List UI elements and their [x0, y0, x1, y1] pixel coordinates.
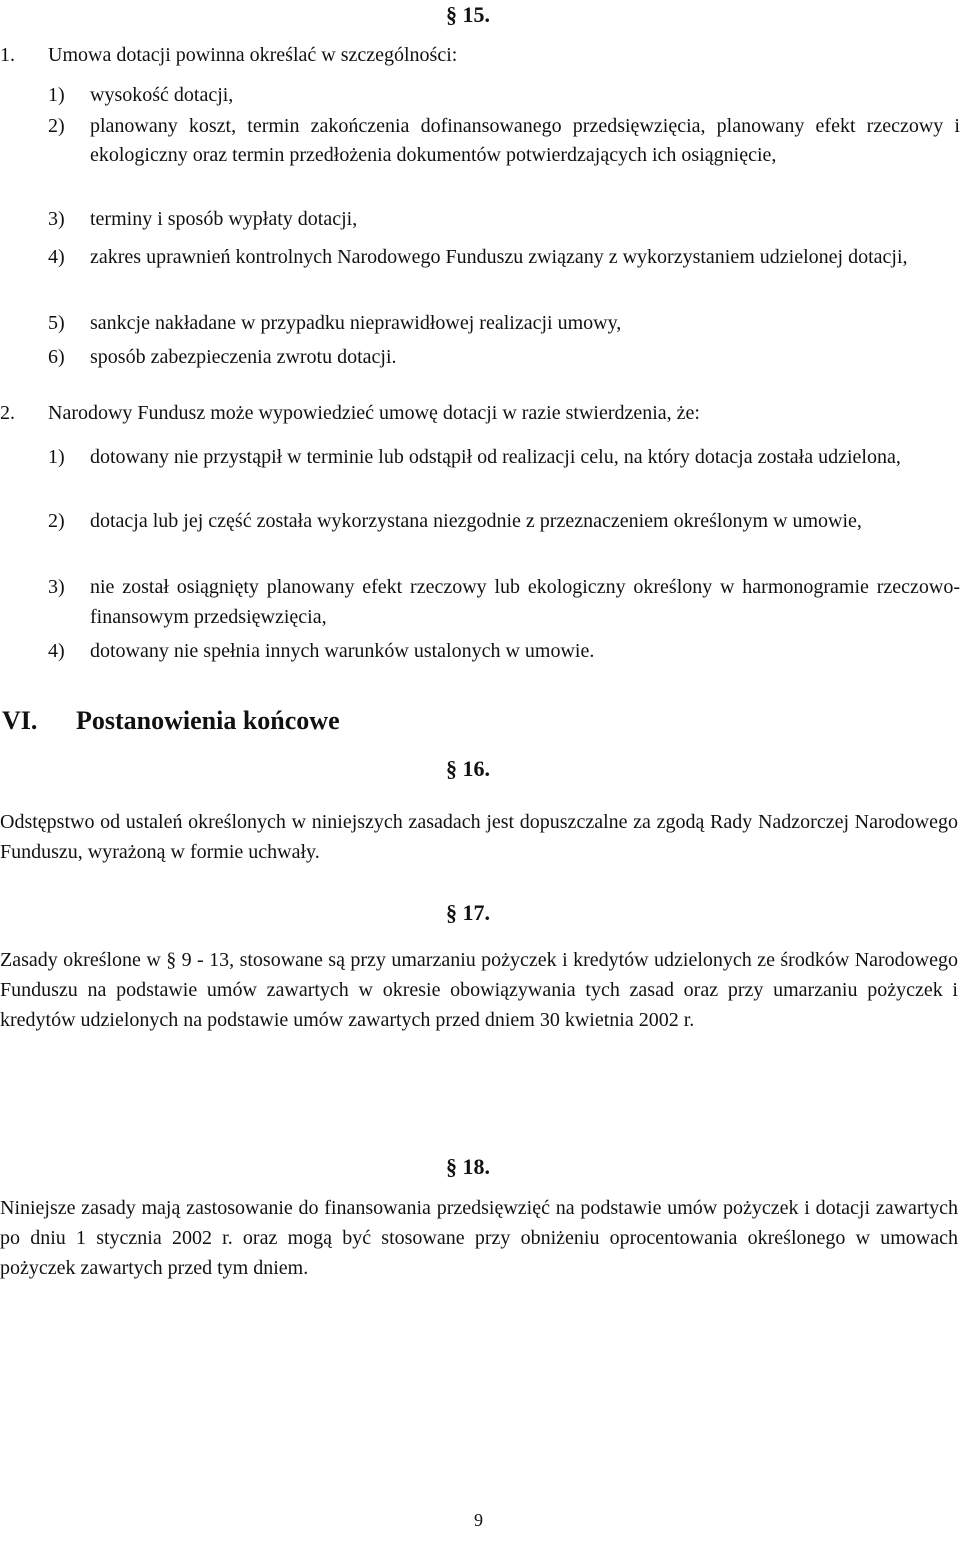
section-17-heading: § 17. [446, 900, 490, 925]
section-16-text: Odstępstwo od ustaleń określonych w niniejszych zasadach jest dopuszczalne za zgodą Rady Nadzorczej Narodowego Funduszu, wyrażoną w formie uchwały. [0, 811, 958, 863]
list-item [48, 308, 960, 338]
list-item-number: 6) [48, 346, 65, 368]
list-item-number: 3) [48, 576, 65, 598]
paragraph-2-label: 2. [0, 402, 15, 424]
list-item-number: 2) [48, 115, 65, 137]
list-item-number: 1) [48, 446, 65, 468]
paragraph-1-label: 1. [0, 44, 15, 66]
list-item-number: 4) [48, 246, 65, 268]
list-item-number: 5) [48, 312, 65, 334]
list-item-text: sankcje nakładane w przypadku nieprawidłowej realizacji umowy, [90, 312, 622, 334]
list-item [48, 342, 960, 372]
section-18-heading: § 18. [446, 1154, 490, 1179]
paragraph-2-intro: Narodowy Fundusz może wypowiedzieć umowę dotacji w razie stwierdzenia, że: [48, 402, 700, 424]
page-number: 9 [474, 1510, 483, 1530]
list-item-text: dotacja lub jej część została wykorzystana niezgodnie z przeznaczeniem określonym w umowie, [90, 510, 862, 532]
list-item-text: terminy i sposób wypłaty dotacji, [90, 208, 358, 230]
list-item-text: zakres uprawnień kontrolnych Narodowego Funduszu związany z wykorzystaniem udzielonej dotacji, [90, 246, 908, 268]
section-18-text: Niniejsze zasady mają zastosowanie do finansowania przedsięwzięć na podstawie umów pożyczek i dotacji zawartych po dniu 1 stycznia 2002 r. oraz mogą być stosowane przy obniżeniu oprocentowania określonego w umowach pożyczek zawartych przed tym dniem. [0, 1197, 958, 1279]
paragraph-1-intro: Umowa dotacji powinna określać w szczególności: [48, 44, 458, 66]
list-item [48, 506, 960, 536]
list-item [48, 204, 960, 234]
list-item-text: dotowany nie spełnia innych warunków ustalonych w umowie. [90, 640, 595, 662]
list-item [48, 572, 960, 632]
list-item-text: wysokość dotacji, [90, 84, 234, 106]
list-item-text: nie został osiągnięty planowany efekt rzeczowy lub ekologiczny określony w harmonogramie rzeczowo-finansowym przedsięwzięcia, [90, 576, 960, 628]
list-item [48, 242, 960, 272]
chapter-number: VI. [2, 706, 38, 735]
list-item [48, 636, 960, 666]
list-item-number: 3) [48, 208, 65, 230]
list-item [48, 442, 960, 472]
list-item [48, 80, 960, 110]
chapter-title: Postanowienia końcowe [76, 706, 340, 735]
list-item-number: 1) [48, 84, 65, 106]
list-item-text: sposób zabezpieczenia zwrotu dotacji. [90, 346, 397, 368]
section-15-heading: § 15. [446, 2, 490, 27]
list-item [48, 112, 960, 170]
list-item-number: 2) [48, 510, 65, 532]
chapter-heading [2, 706, 340, 736]
list-item-text: planowany koszt, termin zakończenia dofinansowanego przedsięwzięcia, planowany efekt rzeczowy i ekologiczny oraz termin przedłożenia dokumentów potwierdzających ich osiągnięcie, [90, 115, 960, 166]
section-16-heading: § 16. [446, 756, 490, 781]
list-item-text: dotowany nie przystąpił w terminie lub odstąpił od realizacji celu, na który dotacja została udzielona, [90, 446, 901, 468]
section-17-text: Zasady określone w § 9 - 13, stosowane są przy umarzaniu pożyczek i kredytów udzielonych ze środków Narodowego Funduszu na podstawie umów zawartych w okresie obowiązywania tych zasad oraz przy umarzaniu pożyczek i kredytów udzielonych na podstawie umów zawartych przed dniem 30 kwietnia 2002 r. [0, 949, 958, 1031]
list-item-number: 4) [48, 640, 65, 662]
